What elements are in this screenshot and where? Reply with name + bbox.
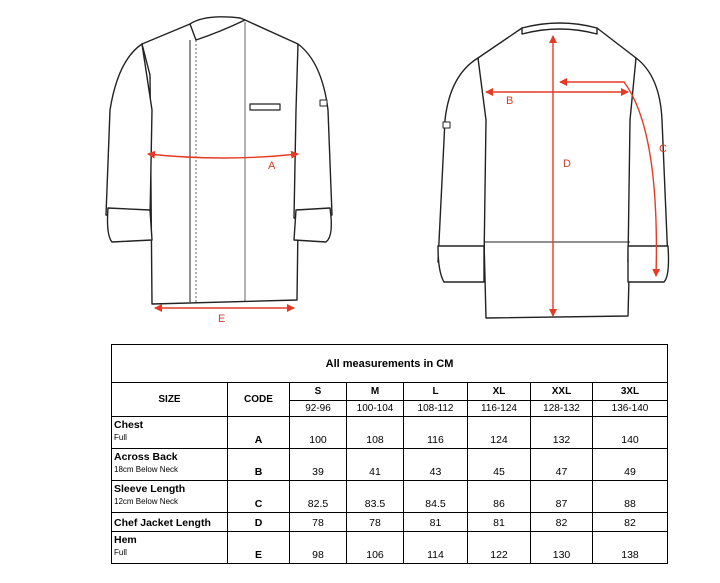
size-label: 3XL <box>593 383 668 401</box>
measure-note: Full <box>114 433 127 442</box>
measure-value: 140 <box>593 417 668 449</box>
table-row <box>112 532 668 564</box>
measure-value: 98 <box>290 532 347 564</box>
back-right-sleeve <box>628 58 668 262</box>
measure-name: Chef Jacket Length <box>114 516 211 529</box>
label-b: B <box>506 95 514 107</box>
front-jacket <box>106 17 332 304</box>
label-e: E <box>218 313 226 325</box>
table-row <box>112 417 668 449</box>
measure-code: D <box>228 513 290 532</box>
measure-value: 43 <box>404 449 468 481</box>
table-row <box>112 513 668 532</box>
back-body <box>478 28 636 318</box>
measure-value: 82 <box>593 513 668 532</box>
measure-value: 78 <box>290 513 347 532</box>
size-range: 136-140 <box>593 401 668 417</box>
front-right-sleeve <box>294 44 332 218</box>
measure-name: Sleeve Length <box>114 483 186 495</box>
measure-value: 49 <box>593 449 668 481</box>
measure-value: 114 <box>404 532 468 564</box>
back-right-cuff <box>628 246 669 282</box>
back-left-sleeve <box>438 58 486 262</box>
size-label: XL <box>468 383 531 401</box>
measure-value: 116 <box>404 417 468 449</box>
size-header: SIZE <box>112 383 228 417</box>
measure-value: 47 <box>531 449 593 481</box>
size-chart-table <box>111 344 668 564</box>
measure-value: 124 <box>468 417 531 449</box>
measure-note: 18cm Below Neck <box>114 465 179 474</box>
measure-value: 86 <box>468 481 531 513</box>
measure-value: 78 <box>347 513 404 532</box>
front-body <box>142 20 300 304</box>
measure-note: 12cm Below Neck <box>114 497 179 506</box>
measure-code: C <box>228 481 290 513</box>
measure-value: 84.5 <box>404 481 468 513</box>
measure-value: 82 <box>531 513 593 532</box>
front-left-sleeve <box>106 44 152 218</box>
measure-value: 106 <box>347 532 404 564</box>
label-a: A <box>268 160 276 172</box>
measure-value: 100 <box>290 417 347 449</box>
measure-value: 81 <box>468 513 531 532</box>
measure-name: Chest <box>114 419 144 431</box>
measure-value: 87 <box>531 481 593 513</box>
size-label: XXL <box>531 383 593 401</box>
measure-value: 39 <box>290 449 347 481</box>
measure-note: Full <box>114 548 127 557</box>
size-label: S <box>290 383 347 401</box>
measure-code: E <box>228 532 290 564</box>
measure-value: 108 <box>347 417 404 449</box>
front-chest-pocket <box>250 104 280 110</box>
front-right-cuff <box>294 208 331 242</box>
size-range: 128-132 <box>531 401 593 417</box>
size-range: 116-124 <box>468 401 531 417</box>
size-range: 100-104 <box>347 401 404 417</box>
measure-value: 82.5 <box>290 481 347 513</box>
measure-value: 45 <box>468 449 531 481</box>
size-range: 92-96 <box>290 401 347 417</box>
code-header: CODE <box>228 383 290 417</box>
size-range: 108-112 <box>404 401 468 417</box>
measure-value: 88 <box>593 481 668 513</box>
measure-value: 132 <box>531 417 593 449</box>
measure-value: 83.5 <box>347 481 404 513</box>
label-d: D <box>563 158 571 170</box>
back-left-cuff <box>438 246 484 282</box>
measure-code: A <box>228 417 290 449</box>
measure-name: Hem <box>114 534 137 546</box>
measure-name: Across Back <box>114 451 178 463</box>
size-label: M <box>347 383 404 401</box>
measure-value: 41 <box>347 449 404 481</box>
measure-code: B <box>228 449 290 481</box>
measure-value: 138 <box>593 532 668 564</box>
label-c: C <box>659 143 667 155</box>
front-left-cuff <box>108 208 153 242</box>
table-row <box>112 449 668 481</box>
measure-value: 122 <box>468 532 531 564</box>
measure-value: 130 <box>531 532 593 564</box>
table-row <box>112 481 668 513</box>
table-title: All measurements in CM <box>112 345 668 383</box>
measure-value: 81 <box>404 513 468 532</box>
size-label: L <box>404 383 468 401</box>
